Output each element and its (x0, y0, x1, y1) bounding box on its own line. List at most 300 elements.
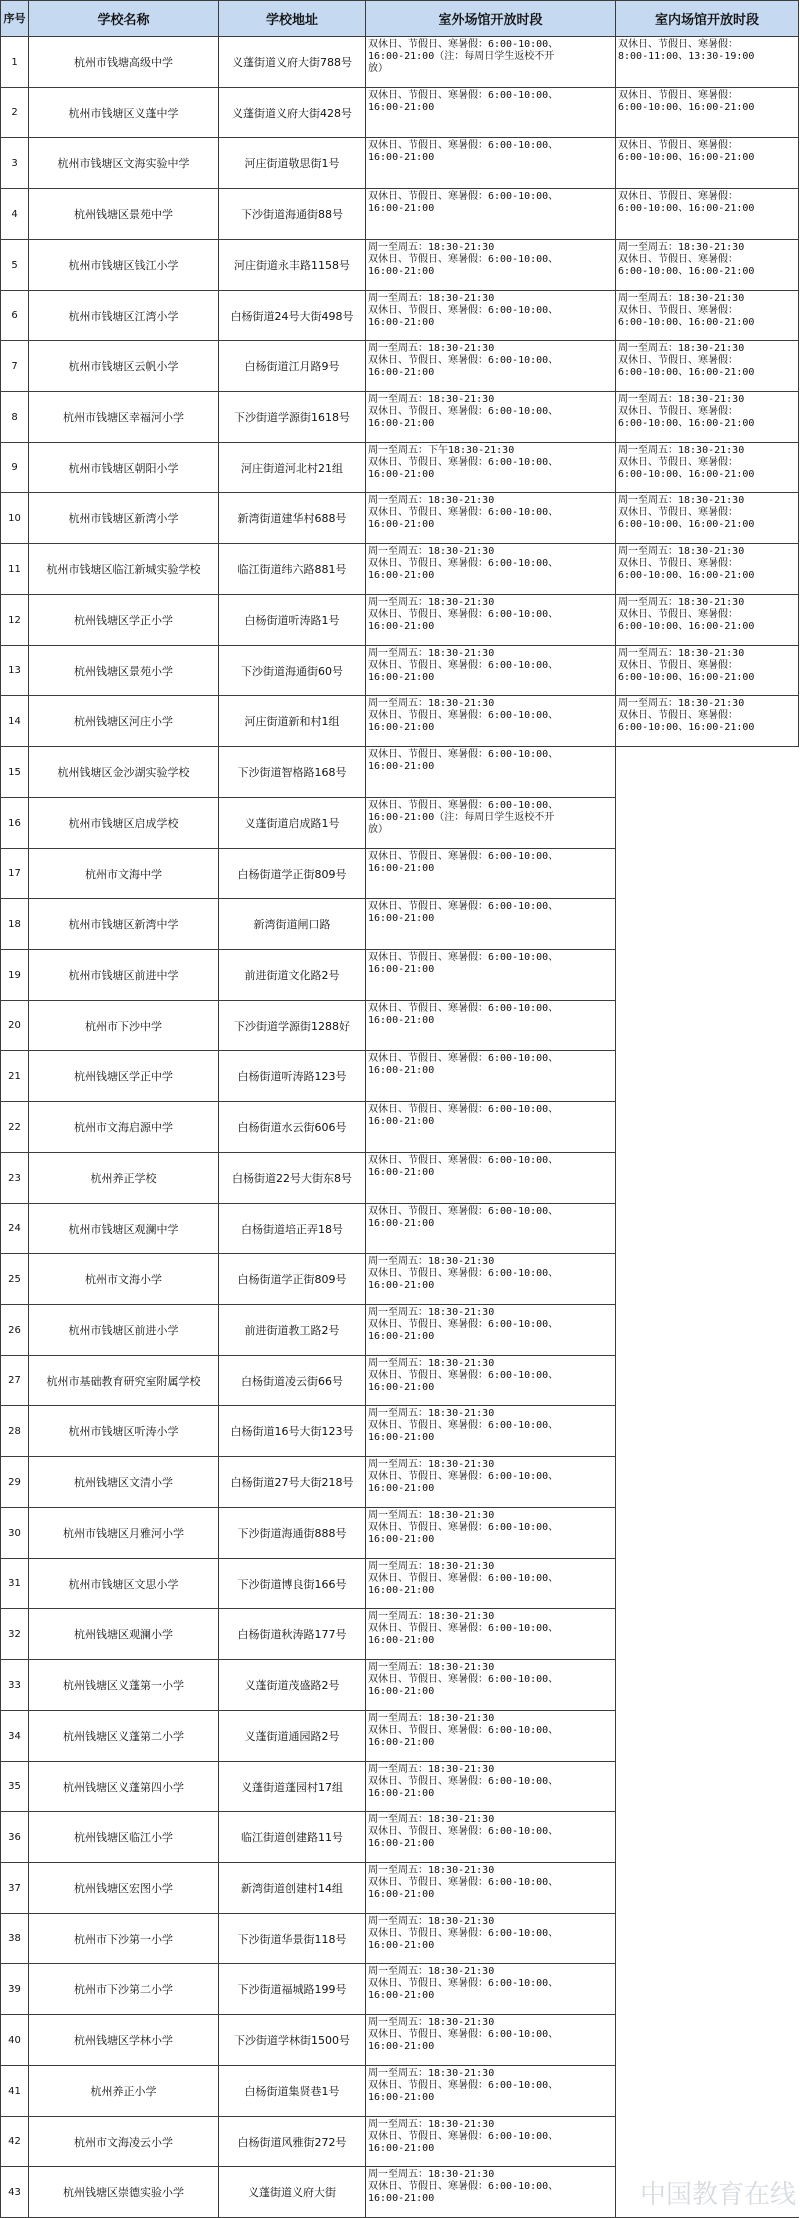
school-address: 河庄街道敬思街1号 (219, 138, 366, 189)
row-number: 8 (1, 392, 29, 443)
hours-line: 双休日、节假日、寒暑假：6:00-10:00、 (368, 1319, 559, 1330)
hours-line: 双休日、节假日、寒暑假：6:00-10:00、 (368, 254, 559, 265)
header-school-address: 学校地址 (219, 1, 366, 37)
hours-line: 双休日、节假日、寒暑假：6:00-10:00、 (368, 1978, 559, 1989)
school-name: 杭州市钱塘区新湾中学 (29, 899, 219, 950)
hours-line: 双休日、节假日、寒暑假：6:00-10:00、 (368, 2029, 559, 2040)
school-address: 白杨街道学正街809号 (219, 1254, 366, 1305)
hours-line: 16:00-21:00 (368, 964, 435, 975)
row-number: 14 (1, 696, 29, 747)
table-row (1, 240, 799, 291)
school-name: 杭州钱塘区义蓬第四小学 (29, 1762, 219, 1812)
hours-line: 16:00-21:00 (368, 2092, 435, 2103)
hours-line: 双休日、节假日、寒暑假：6:00-10:00、 (368, 660, 559, 671)
hours-line: 双休日、节假日、寒暑假：6:00-10:00、 (368, 800, 559, 811)
school-address: 义蓬街道茂盛路2号 (219, 1660, 366, 1711)
school-address: 下沙街道智格路168号 (219, 747, 366, 798)
hours-line: 双休日、节假日、寒暑假：6:00-10:00、 (368, 2131, 559, 2142)
hours-line: 周一至周五：18:30-21:30 (368, 1510, 495, 1521)
hours-line: 周一至周五：18:30-21:30 (368, 2119, 495, 2130)
school-address: 白杨街道24号大街498号 (219, 291, 366, 341)
hours-line: 6:00-10:00、16:00-21:00 (618, 722, 755, 733)
row-number: 4 (1, 189, 29, 240)
table-row (1, 646, 799, 696)
row-number: 3 (1, 138, 29, 189)
school-address: 义蓬街道义府大街788号 (219, 37, 366, 88)
hours-line: 16:00-21:00 (368, 266, 435, 277)
row-number: 38 (1, 1914, 29, 1964)
indoor-hours-empty (616, 747, 799, 2218)
hours-line: 16:00-21:00 (368, 317, 435, 328)
hours-line: 双休日、节假日、寒暑假：6:00-10:00、 (368, 558, 559, 569)
row-number: 37 (1, 1863, 29, 1914)
hours-line: 双休日、节假日、寒暑假：6:00-10:00、 (368, 1522, 559, 1533)
outdoor-hours (366, 2167, 616, 2218)
outdoor-hours (366, 950, 616, 1001)
table-row (1, 544, 799, 595)
school-name: 杭州市钱塘区前进中学 (29, 950, 219, 1001)
school-address: 下沙街道学源街1288好 (219, 1001, 366, 1051)
school-name: 杭州钱塘区景苑小学 (29, 646, 219, 696)
outdoor-hours (366, 1609, 616, 1660)
indoor-hours (616, 443, 799, 493)
school-name: 杭州市钱塘区钱江小学 (29, 240, 219, 291)
hours-line: 双休日、节假日、寒暑假：6:00-10:00、 (368, 90, 559, 101)
hours-line: 双休日、节假日、寒暑假： (618, 710, 738, 721)
school-name: 杭州钱塘区学正小学 (29, 595, 219, 646)
hours-line: 16:00-21:00 (368, 102, 435, 113)
school-name: 杭州市钱塘区前进小学 (29, 1305, 219, 1356)
outdoor-hours (366, 849, 616, 899)
outdoor-hours (366, 1812, 616, 1863)
outdoor-hours (366, 1406, 616, 1457)
hours-line: 周一至周五：18:30-21:30 (368, 1764, 495, 1775)
hours-line: 周一至周五：18:30-21:30 (618, 546, 745, 557)
hours-line: 16:00-21:00 (368, 1116, 435, 1127)
outdoor-hours (366, 1204, 616, 1254)
outdoor-hours (366, 1102, 616, 1153)
school-name: 杭州市文海凌云小学 (29, 2117, 219, 2167)
school-name: 杭州市钱塘区听涛小学 (29, 1406, 219, 1457)
outdoor-hours (366, 37, 616, 88)
hours-line: 周一至周五：18:30-21:30 (618, 698, 745, 709)
school-name: 杭州钱塘区义蓬第一小学 (29, 1660, 219, 1711)
school-name: 杭州钱塘区景苑中学 (29, 189, 219, 240)
hours-line: 双休日、节假日、寒暑假：6:00-10:00、 (368, 749, 559, 760)
school-address: 新湾街道建华村688号 (219, 493, 366, 544)
hours-line: 16:00-21:00 (368, 570, 435, 581)
hours-line: 16:00-21:00 (368, 1065, 435, 1076)
school-name: 杭州市文海中学 (29, 849, 219, 899)
row-number: 41 (1, 2066, 29, 2117)
hours-line: 周一至周五：18:30-21:30 (368, 1865, 495, 1876)
outdoor-hours (366, 1153, 616, 1204)
hours-line: 双休日、节假日、寒暑假：6:00-10:00、 (368, 140, 559, 151)
hours-line: 周一至周五：18:30-21:30 (368, 597, 495, 608)
hours-line: 双休日、节假日、寒暑假：6:00-10:00、 (368, 1420, 559, 1431)
row-number: 15 (1, 747, 29, 798)
hours-line: 16:00-21:00 (368, 1331, 435, 1342)
row-number: 9 (1, 443, 29, 493)
hours-line: 周一至周五：18:30-21:30 (368, 1408, 495, 1419)
hours-line: 双休日、节假日、寒暑假： (618, 254, 738, 265)
hours-line: 周一至周五：18:30-21:30 (368, 1713, 495, 1724)
hours-line: 双休日、节假日、寒暑假：6:00-10:00、 (368, 507, 559, 518)
row-number: 24 (1, 1204, 29, 1254)
hours-line: 双休日、节假日、寒暑假：6:00-10:00、 (368, 1623, 559, 1634)
table-row (1, 37, 799, 88)
hours-line: 6:00-10:00、16:00-21:00 (618, 570, 755, 581)
hours-line: 16:00-21:00 (368, 1788, 435, 1799)
school-name: 杭州养正小学 (29, 2066, 219, 2117)
school-name: 杭州市基础教育研究室附属学校 (29, 1356, 219, 1406)
watermark-logo: 中国教育在线 (639, 2180, 796, 2210)
school-address: 新湾街道创建村14组 (219, 1863, 366, 1914)
school-name: 杭州市钱塘区文思小学 (29, 1559, 219, 1609)
hours-line: 双休日、节假日、寒暑假：6:00-10:00、 (368, 1053, 559, 1064)
hours-line: 16:00-21:00 (368, 1737, 435, 1748)
hours-line: 双休日、节假日、寒暑假：6:00-10:00、 (368, 1877, 559, 1888)
school-address: 前进街道文化路2号 (219, 950, 366, 1001)
hours-line: 16:00-21:00 (368, 519, 435, 530)
outdoor-hours (366, 291, 616, 341)
school-address: 白杨街道听涛路1号 (219, 595, 366, 646)
outdoor-hours (366, 138, 616, 189)
hours-line: 16:00-21:00 (368, 152, 435, 163)
hours-line: 周一至周五：18:30-21:30 (618, 394, 745, 405)
hours-line: 双休日、节假日、寒暑假：6:00-10:00、 (368, 355, 559, 366)
hours-line: 双休日、节假日、寒暑假： (618, 191, 738, 202)
school-name: 杭州市下沙中学 (29, 1001, 219, 1051)
outdoor-hours (366, 189, 616, 240)
hours-line: 双休日、节假日、寒暑假： (618, 140, 738, 151)
outdoor-hours (366, 392, 616, 443)
school-name: 杭州养正学校 (29, 1153, 219, 1204)
school-name: 杭州钱塘区学正中学 (29, 1051, 219, 1102)
hours-line: 16:00-21:00 (368, 672, 435, 683)
outdoor-hours (366, 1559, 616, 1609)
indoor-hours (616, 291, 799, 341)
table-row (1, 595, 799, 646)
outdoor-hours (366, 646, 616, 696)
indoor-hours (616, 646, 799, 696)
hours-line: 16:00-21:00 (368, 367, 435, 378)
outdoor-hours (366, 341, 616, 392)
hours-line: 周一至周五：18:30-21:30 (618, 242, 745, 253)
outdoor-hours (366, 88, 616, 138)
school-address: 下沙街道海通街60号 (219, 646, 366, 696)
hours-line: 双休日、节假日、寒暑假：6:00-10:00、 (368, 1674, 559, 1685)
hours-line: 周一至周五：18:30-21:30 (368, 2169, 495, 2180)
hours-line: 16:00-21:00 (368, 761, 435, 772)
hours-line: 双休日、节假日、寒暑假：6:00-10:00、 (368, 1471, 559, 1482)
school-name: 杭州市钱塘区义蓬中学 (29, 88, 219, 138)
hours-line: 16:00-21:00 (368, 1585, 435, 1596)
row-number: 16 (1, 798, 29, 849)
hours-line: 周一至周五：18:30-21:30 (368, 293, 495, 304)
outdoor-hours (366, 2015, 616, 2066)
hours-line: 双休日、节假日、寒暑假：6:00-10:00、 (368, 1776, 559, 1787)
school-name: 杭州市钱塘区启成学校 (29, 798, 219, 849)
hours-line: 周一至周五：18:30-21:30 (368, 546, 495, 557)
hours-line: 6:00-10:00、16:00-21:00 (618, 519, 755, 530)
row-number: 22 (1, 1102, 29, 1153)
outdoor-hours (366, 1711, 616, 1762)
hours-line: 16:00-21:00 (368, 913, 435, 924)
hours-line: 16:00-21:00 (368, 1432, 435, 1443)
row-number: 6 (1, 291, 29, 341)
hours-line: 双休日、节假日、寒暑假：6:00-10:00、 (368, 1725, 559, 1736)
hours-line: 双休日、节假日、寒暑假： (618, 660, 738, 671)
school-name: 杭州市钱塘区月雅河小学 (29, 1508, 219, 1559)
school-address: 下沙街道华景街118号 (219, 1914, 366, 1964)
hours-line: 6:00-10:00、16:00-21:00 (618, 102, 755, 113)
hours-line: 周一至周五：18:30-21:30 (368, 1916, 495, 1927)
indoor-hours (616, 37, 799, 88)
school-address: 河庄街道新和村1组 (219, 696, 366, 747)
school-address: 义蓬街道义府大街428号 (219, 88, 366, 138)
school-address: 白杨街道16号大街123号 (219, 1406, 366, 1457)
hours-line: 16:00-21:00 (368, 2193, 435, 2204)
row-number: 27 (1, 1356, 29, 1406)
school-address: 下沙街道海通街888号 (219, 1508, 366, 1559)
indoor-hours (616, 341, 799, 392)
row-number: 31 (1, 1559, 29, 1609)
school-address: 白杨街道学正街809号 (219, 849, 366, 899)
row-number: 40 (1, 2015, 29, 2066)
school-address: 白杨街道凌云街66号 (219, 1356, 366, 1406)
hours-line: 8:00-11:00、13:30-19:00 (618, 51, 755, 62)
hours-line: 双休日、节假日、寒暑假：6:00-10:00、 (368, 2080, 559, 2091)
hours-line: 双休日、节假日、寒暑假：6:00-10:00、 (368, 710, 559, 721)
row-number: 19 (1, 950, 29, 1001)
outdoor-hours (366, 2117, 616, 2167)
row-number: 5 (1, 240, 29, 291)
outdoor-hours (366, 240, 616, 291)
hours-line: 16:00-21:00 (368, 1382, 435, 1393)
row-number: 10 (1, 493, 29, 544)
hours-line: 双休日、节假日、寒暑假：6:00-10:00、 (368, 1268, 559, 1279)
hours-line: 双休日、节假日、寒暑假：6:00-10:00、 (368, 191, 559, 202)
hours-line: 周一至周五：18:30-21:30 (368, 1611, 495, 1622)
row-number: 23 (1, 1153, 29, 1204)
hours-line: 16:00-21:00 (368, 1280, 435, 1291)
row-number: 34 (1, 1711, 29, 1762)
hours-line: 6:00-10:00、16:00-21:00 (618, 266, 755, 277)
header-indoor-hours: 室内场馆开放时段 (616, 1, 799, 37)
hours-line: 双休日、节假日、寒暑假：6:00-10:00、 (368, 952, 559, 963)
hours-line: 16:00-21:00 (368, 2143, 435, 2154)
row-number: 20 (1, 1001, 29, 1051)
school-name: 杭州市钱塘区临江新城实验学校 (29, 544, 219, 595)
outdoor-hours (366, 1863, 616, 1914)
hours-line: 周一至周五：18:30-21:30 (368, 2068, 495, 2079)
school-name: 杭州钱塘区文清小学 (29, 1457, 219, 1508)
hours-line: 16:00-21:00 (368, 1218, 435, 1229)
hours-line: 16:00-21:00 (368, 1838, 435, 1849)
row-number: 18 (1, 899, 29, 950)
indoor-hours (616, 696, 799, 747)
hours-line: 6:00-10:00、16:00-21:00 (618, 418, 755, 429)
hours-line: 16:00-21:00 (368, 418, 435, 429)
outdoor-hours (366, 1457, 616, 1508)
school-name: 杭州市钱塘高级中学 (29, 37, 219, 88)
hours-line: 16:00-21:00 (368, 1534, 435, 1545)
school-address: 下沙街道学林街1500号 (219, 2015, 366, 2066)
school-name: 杭州钱塘区宏图小学 (29, 1863, 219, 1914)
hours-line: 周一至周五：18:30-21:30 (618, 648, 745, 659)
hours-line: 周一至周五：18:30-21:30 (368, 1814, 495, 1825)
hours-line: 双休日、节假日、寒暑假：6:00-10:00、 (368, 1104, 559, 1115)
outdoor-hours (366, 1254, 616, 1305)
hours-line: 放） (368, 824, 388, 835)
school-address: 义蓬街道通园路2号 (219, 1711, 366, 1762)
school-name: 杭州市钱塘区观澜中学 (29, 1204, 219, 1254)
hours-line: 周一至周五：18:30-21:30 (618, 343, 745, 354)
school-address: 白杨街道培正弄18号 (219, 1204, 366, 1254)
hours-line: 双休日、节假日、寒暑假：6:00-10:00、 (368, 609, 559, 620)
school-name: 杭州市文海小学 (29, 1254, 219, 1305)
school-name: 杭州市钱塘区朝阳小学 (29, 443, 219, 493)
hours-line: 周一至周五：18:30-21:30 (618, 495, 745, 506)
outdoor-hours (366, 1001, 616, 1051)
hours-line: 周一至周五：18:30-21:30 (368, 1307, 495, 1318)
row-number: 12 (1, 595, 29, 646)
school-address: 白杨街道江月路9号 (219, 341, 366, 392)
row-number: 39 (1, 1964, 29, 2015)
hours-line: 周一至周五：18:30-21:30 (368, 1358, 495, 1369)
row-number: 2 (1, 88, 29, 138)
hours-line: 16:00-21:00 (368, 1483, 435, 1494)
hours-line: 16:00-21:00 (368, 2041, 435, 2052)
hours-line: 双休日、节假日、寒暑假：6:00-10:00、 (368, 457, 559, 468)
hours-line: 双休日、节假日、寒暑假： (618, 406, 738, 417)
school-address: 临江街道创建路11号 (219, 1812, 366, 1863)
hours-line: 双休日、节假日、寒暑假：6:00-10:00、 (368, 406, 559, 417)
indoor-hours (616, 392, 799, 443)
hours-line: 16:00-21:00 (368, 621, 435, 632)
table-row (1, 443, 799, 493)
hours-line: 周一至周五：18:30-21:30 (368, 495, 495, 506)
outdoor-hours (366, 1964, 616, 2015)
school-name: 杭州市钱塘区新湾小学 (29, 493, 219, 544)
header-seq: 序号 (1, 1, 29, 37)
hours-line: 周一至周五：18:30-21:30 (368, 343, 495, 354)
table-row (1, 696, 799, 747)
table-row (1, 341, 799, 392)
hours-line: 双休日、节假日、寒暑假：6:00-10:00、 (368, 851, 559, 862)
outdoor-hours (366, 1762, 616, 1812)
hours-line: 双休日、节假日、寒暑假： (618, 457, 738, 468)
outdoor-hours (366, 493, 616, 544)
hours-line: 16:00-21:00 (368, 1940, 435, 1951)
row-number: 7 (1, 341, 29, 392)
table-row (1, 291, 799, 341)
hours-line: 双休日、节假日、寒暑假：6:00-10:00、 (368, 1155, 559, 1166)
hours-line: 6:00-10:00、16:00-21:00 (618, 469, 755, 480)
outdoor-hours (366, 595, 616, 646)
hours-line: 16:00-21:00 (368, 863, 435, 874)
school-address: 下沙街道博良街166号 (219, 1559, 366, 1609)
hours-line: 双休日、节假日、寒暑假： (618, 90, 738, 101)
hours-line: 6:00-10:00、16:00-21:00 (618, 152, 755, 163)
hours-line: 16:00-21:00 (368, 1015, 435, 1026)
hours-line: 周一至周五：18:30-21:30 (368, 1662, 495, 1673)
hours-line: 6:00-10:00、16:00-21:00 (618, 621, 755, 632)
school-name: 杭州市下沙第二小学 (29, 1964, 219, 2015)
indoor-hours (616, 493, 799, 544)
hours-line: 双休日、节假日、寒暑假：6:00-10:00、 (368, 1003, 559, 1014)
hours-line: 双休日、节假日、寒暑假： (618, 305, 738, 316)
row-number: 30 (1, 1508, 29, 1559)
hours-line: 16:00-21:00 (368, 1686, 435, 1697)
hours-line: 16:00-21:00 (368, 1990, 435, 2001)
hours-line: 周一至周五：18:30-21:30 (368, 1256, 495, 1267)
school-name: 杭州市钱塘区云帆小学 (29, 341, 219, 392)
row-number: 26 (1, 1305, 29, 1356)
row-number: 13 (1, 646, 29, 696)
indoor-hours (616, 138, 799, 189)
table-row (1, 747, 799, 798)
indoor-hours (616, 88, 799, 138)
outdoor-hours (366, 544, 616, 595)
school-address: 白杨街道秋涛路177号 (219, 1609, 366, 1660)
school-name: 杭州市钱塘区江湾小学 (29, 291, 219, 341)
row-number: 36 (1, 1812, 29, 1863)
hours-line: 16:00-21:00 (368, 203, 435, 214)
school-address: 新湾街道闸口路 (219, 899, 366, 950)
indoor-hours (616, 544, 799, 595)
hours-line: 双休日、节假日、寒暑假：6:00-10:00、 (368, 305, 559, 316)
outdoor-hours (366, 1356, 616, 1406)
school-name: 杭州钱塘区崇德实验小学 (29, 2167, 219, 2218)
school-address: 白杨街道风雅街272号 (219, 2117, 366, 2167)
school-name: 杭州钱塘区临江小学 (29, 1812, 219, 1863)
hours-line: 周一至周五：18:30-21:30 (618, 597, 745, 608)
school-address: 白杨街道集贤巷1号 (219, 2066, 366, 2117)
school-name: 杭州钱塘区河庄小学 (29, 696, 219, 747)
outdoor-hours (366, 747, 616, 798)
outdoor-hours (366, 696, 616, 747)
hours-line: 周一至周五：18:30-21:30 (368, 1459, 495, 1470)
school-address: 河庄街道永丰路1158号 (219, 240, 366, 291)
hours-line: 16:00-21:00（注：每周日学生返校不开 (368, 812, 555, 823)
hours-line: 双休日、节假日、寒暑假： (618, 609, 738, 620)
outdoor-hours (366, 1305, 616, 1356)
school-name: 杭州市下沙第一小学 (29, 1914, 219, 1964)
indoor-hours (616, 240, 799, 291)
outdoor-hours (366, 899, 616, 950)
hours-line: 双休日、节假日、寒暑假： (618, 39, 738, 50)
row-number: 11 (1, 544, 29, 595)
header-row (1, 1, 799, 37)
row-number: 35 (1, 1762, 29, 1812)
indoor-hours (616, 595, 799, 646)
row-number: 28 (1, 1406, 29, 1457)
hours-line: 双休日、节假日、寒暑假：6:00-10:00、 (368, 1206, 559, 1217)
outdoor-hours (366, 2066, 616, 2117)
hours-line: 双休日、节假日、寒暑假：6:00-10:00、 (368, 2181, 559, 2192)
hours-line: 16:00-21:00（注：每周日学生返校不开 (368, 51, 555, 62)
hours-line: 周一至周五：下午18:30-21:30 (368, 445, 515, 456)
indoor-hours (616, 189, 799, 240)
hours-line: 双休日、节假日、寒暑假：6:00-10:00、 (368, 39, 559, 50)
school-name: 杭州钱塘区金沙湖实验学校 (29, 747, 219, 798)
hours-line: 双休日、节假日、寒暑假：6:00-10:00、 (368, 901, 559, 912)
outdoor-hours (366, 1914, 616, 1964)
table-body (1, 37, 799, 2218)
school-name: 杭州钱塘区观澜小学 (29, 1609, 219, 1660)
